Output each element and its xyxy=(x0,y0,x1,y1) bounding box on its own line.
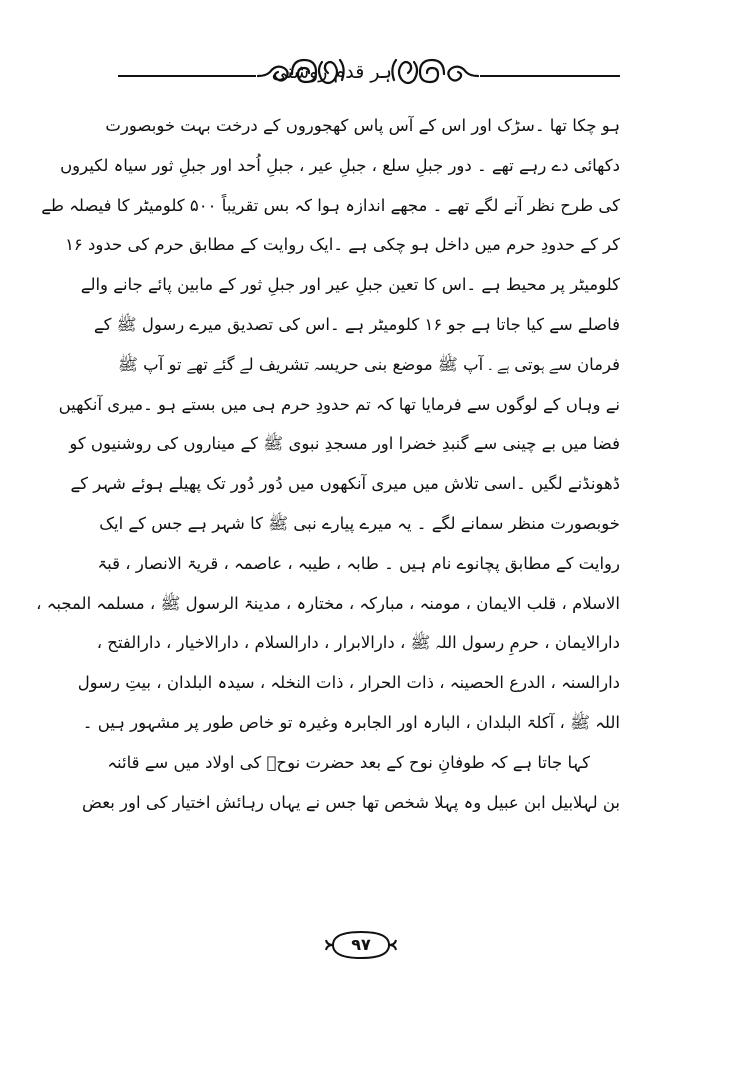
page-number: ۹۷ xyxy=(351,935,371,954)
text-line: خوبصورت منظر سمانے لگے ۔ یہ میرے پیارے نبی ﷺ کا شہر ہے جس کے ایک xyxy=(99,513,620,533)
header-title: ہر قدم روشنی xyxy=(271,61,392,83)
text-line: کہا جاتا ہے کہ طوفانِ نوح کے بعد حضرت نوحؑ کی اولاد میں سے قائنہ xyxy=(107,752,590,772)
body-text xyxy=(36,106,620,822)
text-line: کر کے حدودِ حرم میں داخل ہو چکی ہے ۔ایک روایت کے مطابق حرم کی حدود ۱۶ xyxy=(65,235,620,255)
text-line: نے وہاں کے لوگوں سے فرمایا تھا کہ تم حدودِ حرم ہی میں بستے ہو ۔میری آنکھیں xyxy=(58,394,620,414)
text-line: روایت کے مطابق پچانوے نام ہیں ۔ طابہ ، طیبہ ، عاصمہ ، قریۃ الانصار ، قبۃ xyxy=(97,553,620,573)
text-line: ہو چکا تھا ۔سڑک اور اس کے آس پاس کھجوروں کے درخت بہت خوبصورت xyxy=(105,116,620,135)
text-line: بن لہلابیل ابن عبیل وہ پہلا شخص تھا جس نے یہاں رہائش اختیار کی اور بعض xyxy=(82,792,620,812)
header-ornament-right xyxy=(390,50,480,94)
header-rule-left xyxy=(118,75,256,77)
text-line: فضا میں بے چینی سے گنبدِ خضرا اور مسجدِ نبوی ﷺ کے میناروں کی روشنیوں کو xyxy=(69,434,620,454)
header-rule-right xyxy=(480,75,620,77)
text-line: اللہ ﷺ ، آکلۃ البلدان ، البارہ اور الجابرہ وغیرہ تو خاص طور پر مشہور ہیں ۔ xyxy=(82,712,620,732)
text-line: کی طرح نظر آنے لگے تھے ۔ مجھے اندازہ ہوا کہ بس تقریباً ۵۰۰ کلومیٹر کا فیصلہ طے xyxy=(41,195,620,215)
text-line: دارالایمان ، حرمِ رسول اللہ ﷺ ، دارالابرار ، دارالسلام ، دارالاخیار ، دارالفتح ، xyxy=(96,633,620,653)
text-line: ڈھونڈنے لگیں ۔اسی تلاش میں میری آنکھوں میں دُور دُور تک پھیلے ہوئے شہر کے xyxy=(70,474,620,494)
text-line: فاصلے سے کیا جاتا ہے جو ۱۶ کلومیٹر ہے ۔اس کی تصدیق میرے رسول ﷺ کے xyxy=(93,314,620,334)
page-number-frame xyxy=(323,928,399,962)
text-line: کلومیٹر پر محیط ہے ۔اس کا تعین جبلِ عیر اور جبلِ ثور کے مابین پائے جانے والے xyxy=(80,275,620,295)
running-header xyxy=(118,48,620,94)
text-line: الاسلام ، قلب الایمان ، مومنہ ، مبارکہ ، مختارہ ، مدینۃ الرسول ﷺ ، مسلمہ المجبہ ، xyxy=(36,593,620,613)
text-line: دارالسنہ ، الدرع الحصینہ ، ذات الحرار ، ذات النخلہ ، سیدہ البلدان ، بیتِ رسول xyxy=(77,673,620,693)
text-line: دکھائی دے رہے تھے ۔ دور جبلِ سلع ، جبلِ عیر ، جبلِ اُحد اور جبلِ ثور سیاہ لکیروں xyxy=(60,155,620,175)
text-line: فرمان سے ہوتی ہے ۔ آپ ﷺ موضع بنی حریسہ تشریف لے گئے تھے تو آپ ﷺ xyxy=(117,354,620,374)
